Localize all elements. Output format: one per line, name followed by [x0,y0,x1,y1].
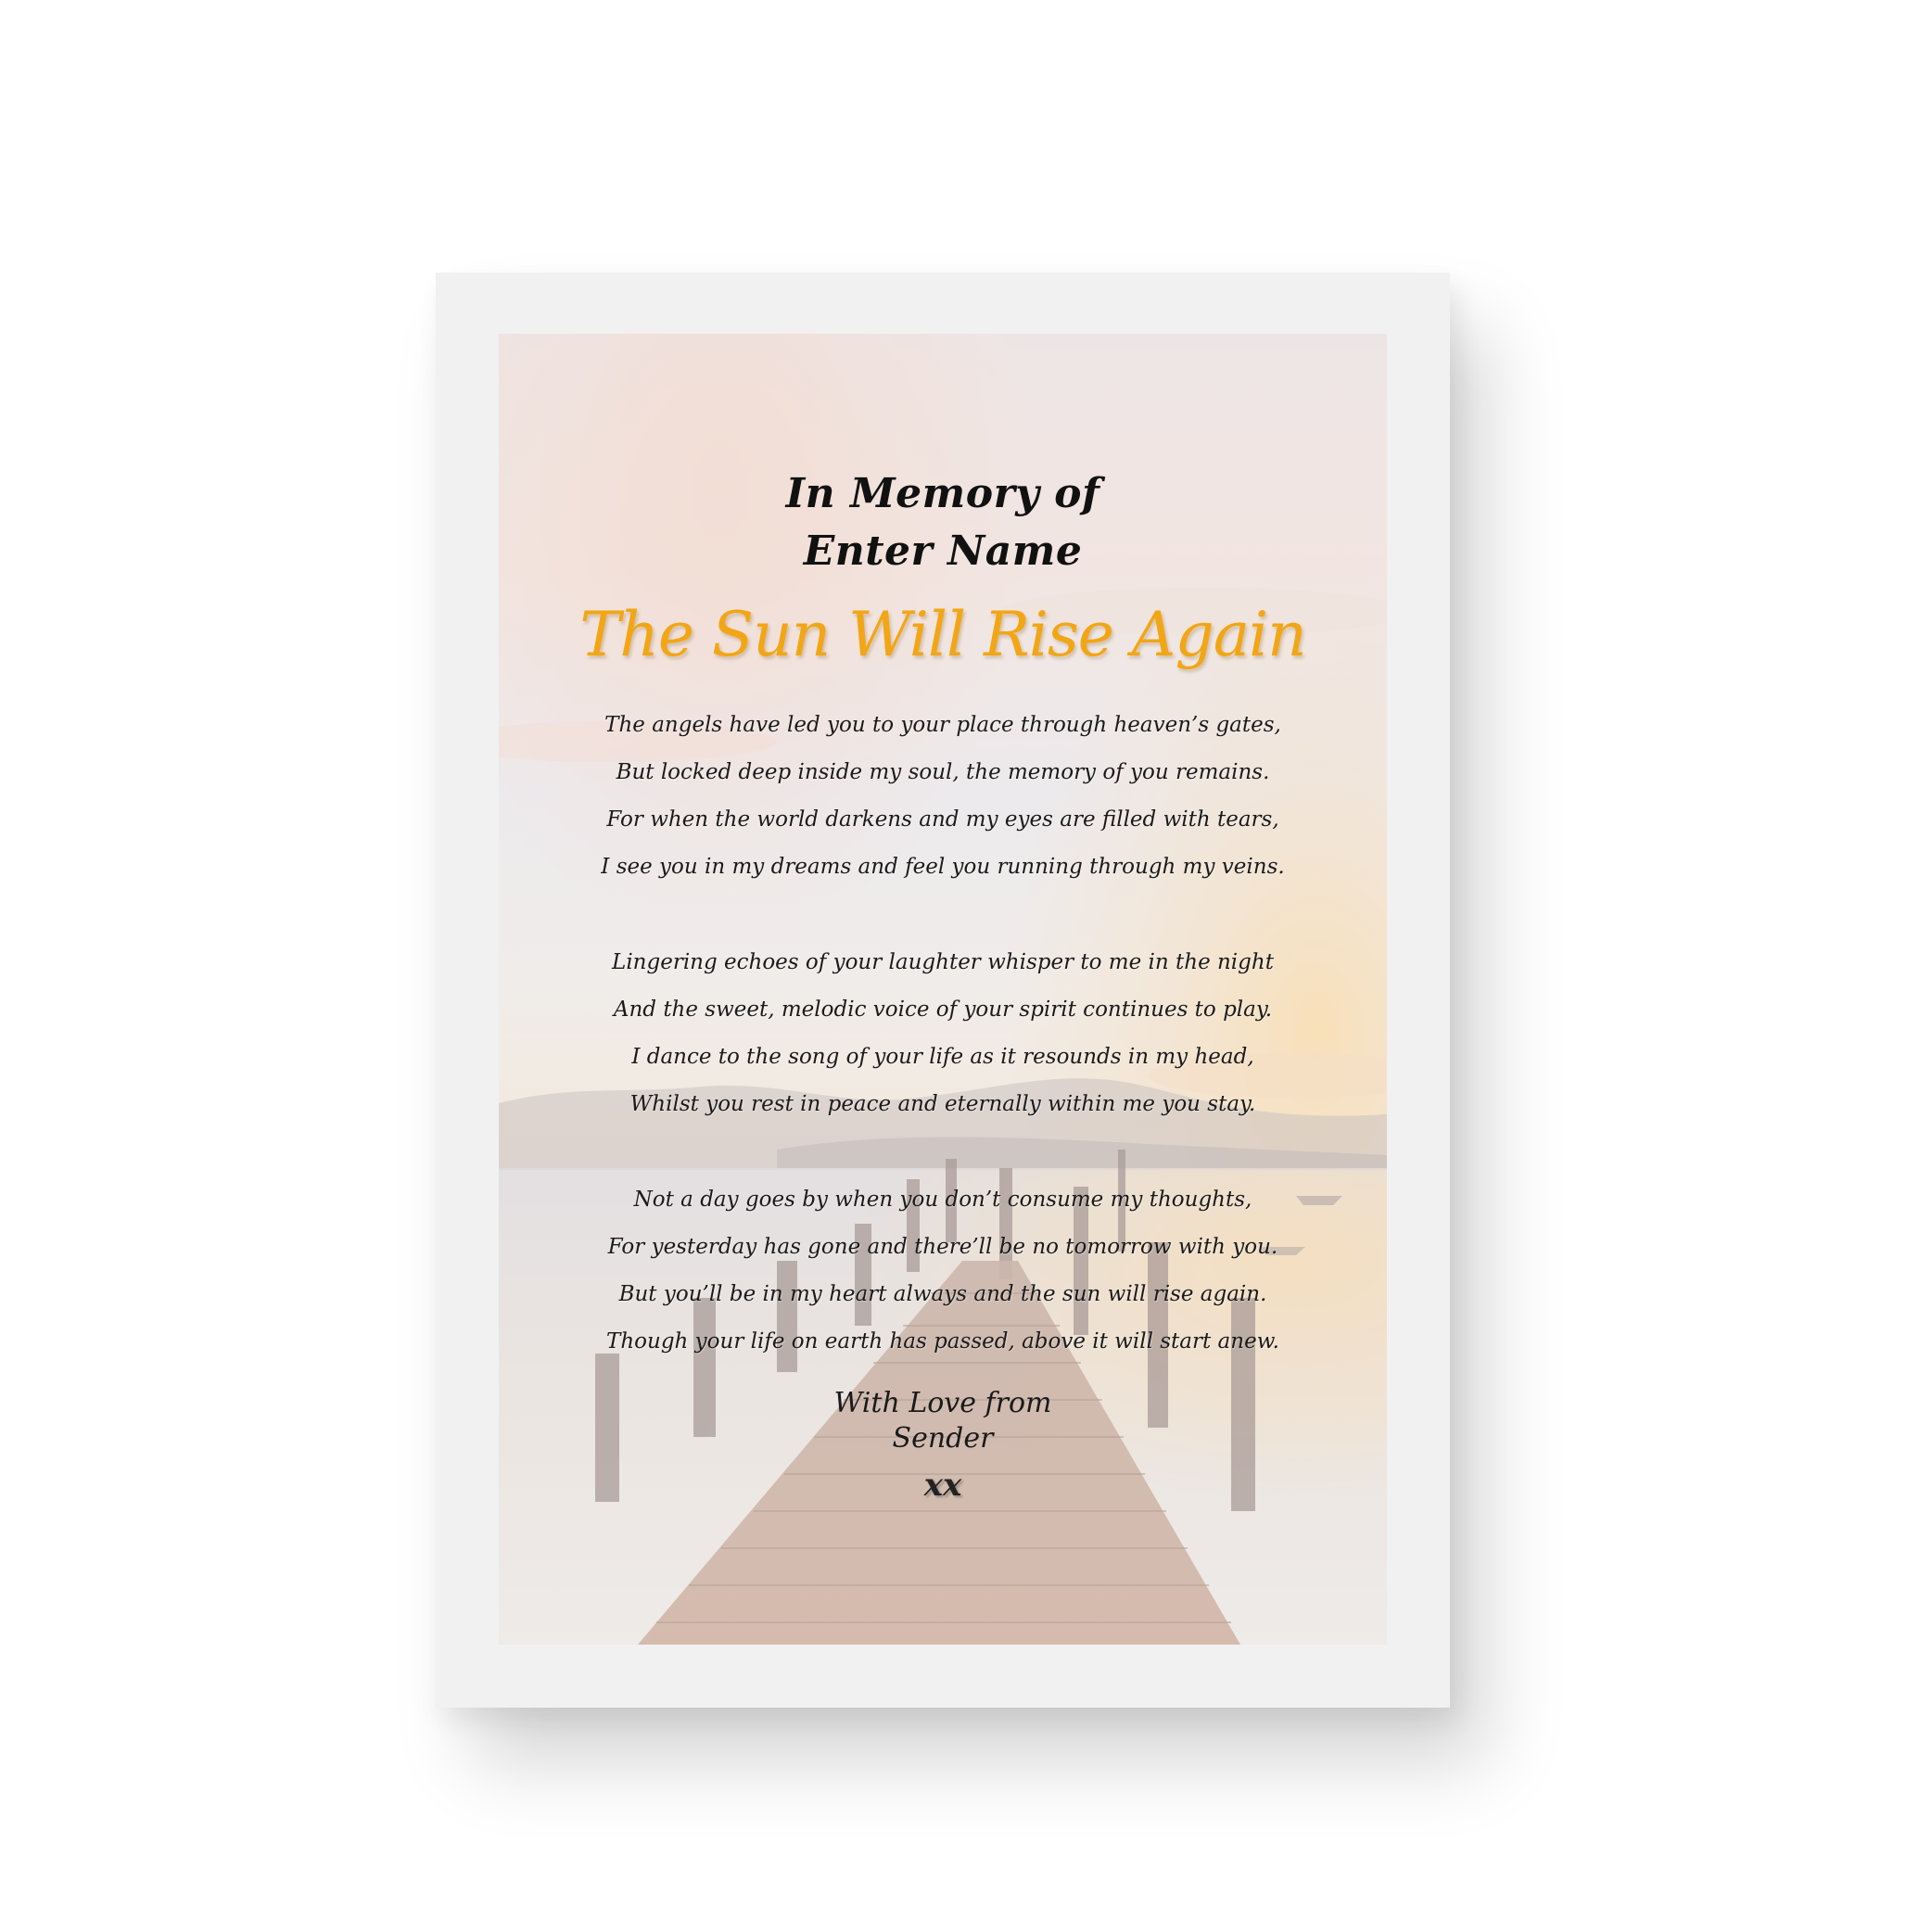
poem-line: And the sweet, melodic voice of your spirit continues to play. [613,998,1273,1022]
poem-line: I see you in my dreams and feel you running through my veins. [601,855,1285,879]
poem-line: Lingering echoes of your laughter whisper to me in the night [612,950,1274,974]
poem-title: The Sun Will Rise Again [579,599,1306,670]
poem-line: For yesterday has gone and there’ll be no tomorrow with you. [607,1235,1278,1259]
poem-line: Not a day goes by when you don’t consume my thoughts, [633,1188,1252,1212]
poem-line: I dance to the song of your life as it resounds in my head, [631,1045,1254,1069]
poem-line: For when the world darkens and my eyes are filled with tears, [606,807,1279,832]
heading-in-memory-of: In Memory of [785,470,1100,517]
poem-line: Though your life on earth has passed, above it will start anew. [606,1329,1279,1354]
memorial-print [499,334,1387,1645]
poem-line: Whilst you rest in peace and eternally within me you stay. [629,1092,1256,1116]
heading-name: Enter Name [803,527,1083,575]
poem-line: But you’ll be in my heart always and the sun will rise again. [618,1282,1267,1306]
poem-line: The angels have led you to your place through heaven’s gates, [604,713,1281,737]
closing-with-love: With Love from [833,1387,1052,1419]
poem-stanza-3 [499,1176,1387,1366]
poem-line: But locked deep inside my soul, the memory of you remains. [616,760,1270,784]
closing-sender: Sender [892,1422,994,1455]
closing-kisses: xx [923,1467,962,1504]
poem-stanza-2 [499,939,1387,1128]
poem-stanza-1 [499,702,1387,891]
memorial-text [499,334,1387,1645]
